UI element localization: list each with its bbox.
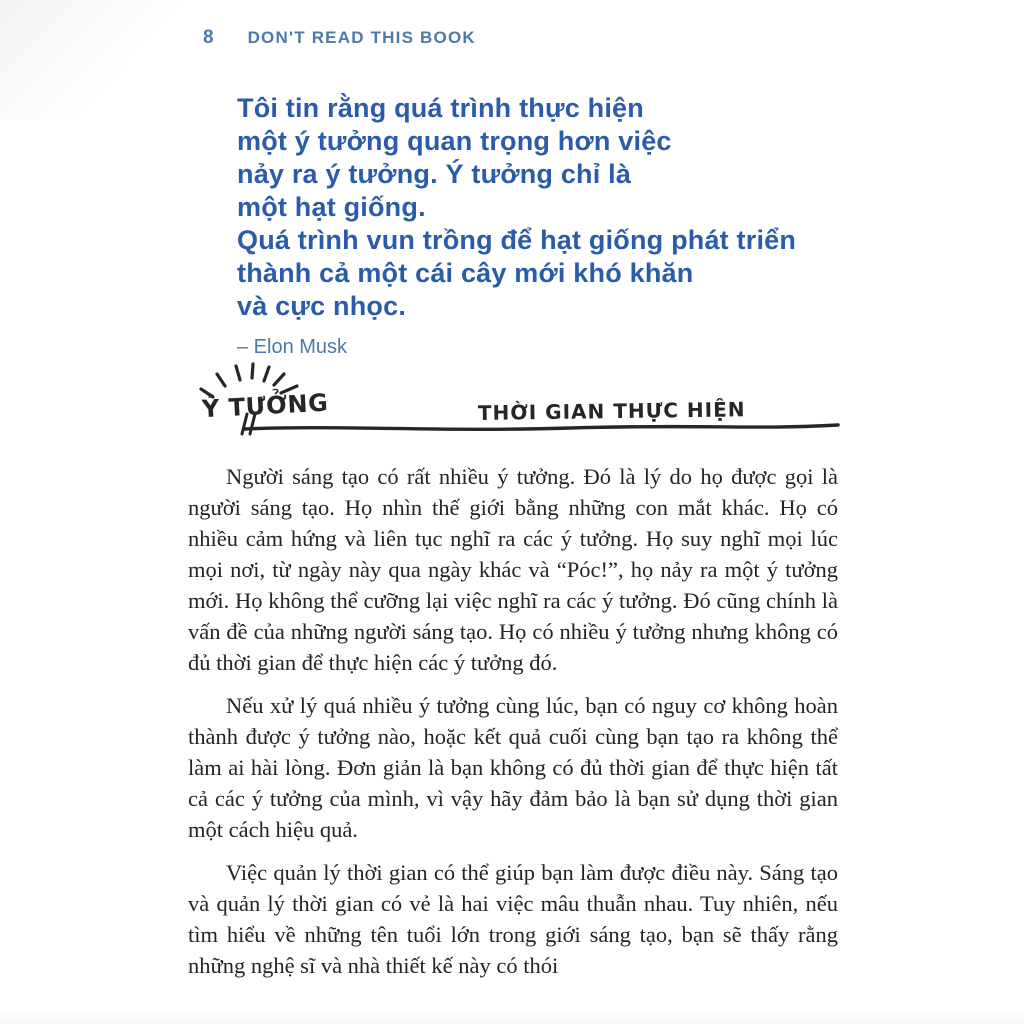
timeline-label: THỜI GIAN THỰC HIỆN bbox=[477, 397, 746, 425]
quote-line: một ý tưởng quan trọng hơn việc bbox=[237, 126, 672, 156]
timeline-line bbox=[244, 425, 838, 429]
quote-line: và cực nhọc. bbox=[237, 291, 407, 321]
quote-line: Quá trình vun trồng để hạt giống phát triển bbox=[237, 225, 797, 255]
quote-line: một hạt giống. bbox=[237, 192, 426, 222]
paragraph: Việc quản lý thời gian có thể giúp bạn làm được điều này. Sáng tạo và quản lý thời gian có vẻ là hai việc mâu thuẫn nhau. Tuy nhiên, nếu tìm hiểu về những tên tuổi lớn trong giới sáng tạo, bạn sẽ thấy rằng những nghệ sĩ và nhà thiết kế này có thói bbox=[188, 860, 838, 978]
idea-timeline-sketch bbox=[190, 356, 850, 448]
page-edge-shading-left bbox=[0, 0, 180, 120]
page-edge-shading-bottom bbox=[0, 1010, 1024, 1024]
quote-attribution: – Elon Musk bbox=[237, 336, 348, 358]
quote-line: thành cả một cái cây mới khó khăn bbox=[237, 258, 694, 288]
running-header bbox=[203, 27, 476, 49]
paragraph: Nếu xử lý quá nhiều ý tưởng cùng lúc, bạn có nguy cơ không hoàn thành được ý tưởng nào, hoặc kết quả cuối cùng bạn tạo ra không thể làm ai hài lòng. Đơn giản là bạn không có đủ thời gian để thực hiện tất cả các ý tưởng của mình, vì vậy hãy đảm bảo là bạn sử dụng thời gian một cách hiệu quả. bbox=[188, 693, 838, 842]
quote-line: nảy ra ý tưởng. Ý tưởng chỉ là bbox=[237, 159, 632, 189]
body-text bbox=[188, 461, 838, 993]
paragraph: Người sáng tạo có rất nhiều ý tưởng. Đó là lý do họ được gọi là người sáng tạo. Họ nhìn thế giới bằng những con mắt khác. Họ có nhiều cảm hứng và liên tục nghĩ ra các ý tưởng. Họ suy nghĩ mọi lúc mọi nơi, từ ngày này qua ngày khác và “Póc!”, họ nảy ra một ý tưởng mới. Họ không thể cưỡng lại việc nghĩ ra các ý tưởng. Đó cũng chính là vấn đề của những người sáng tạo. Họ có nhiều ý tưởng nhưng không có đủ thời gian để thực hiện các ý tưởng đó. bbox=[188, 464, 838, 675]
page-number: 8 bbox=[203, 27, 214, 48]
quote-line: Tôi tin rằng quá trình thực hiện bbox=[237, 93, 644, 123]
book-title: DON'T READ THIS BOOK bbox=[247, 28, 476, 47]
idea-label: Ý TƯỞNG bbox=[201, 388, 329, 424]
pull-quote bbox=[237, 92, 837, 323]
